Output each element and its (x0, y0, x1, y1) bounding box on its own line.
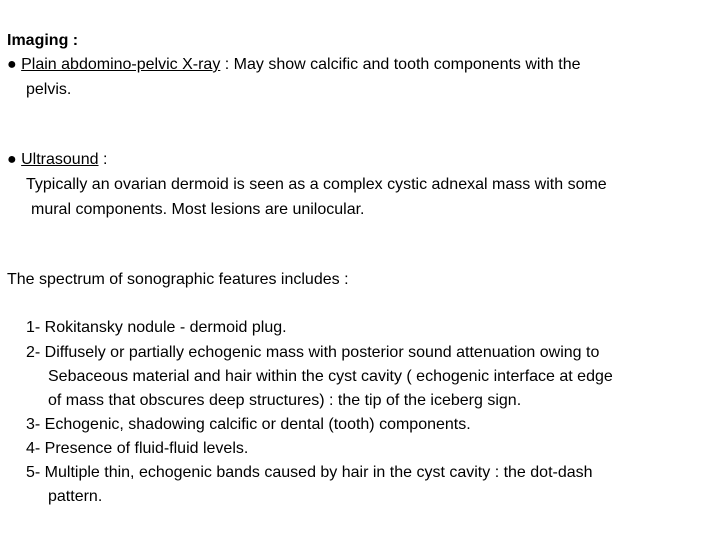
feature-item-2: 2- Diffusely or partially echogenic mass with posterior sound attenuation owing to (26, 344, 600, 361)
xray-text-continued: pelvis. (26, 81, 72, 98)
ultrasound-bullet-line (7, 150, 107, 170)
feature-item-1: 1- Rokitansky nodule - dermoid plug. (26, 319, 287, 336)
feature-item-5: 5- Multiple thin, echogenic bands caused by hair in the cyst cavity : the dot-dash (26, 464, 593, 481)
feature-item-2-cont: Sebaceous material and hair within the cyst cavity ( echogenic interface at edge (48, 368, 613, 385)
feature-item-5-cont: pattern. (48, 488, 103, 505)
ultrasound-colon: : (98, 151, 108, 168)
xray-bullet-line (7, 55, 581, 75)
bullet-icon: ● (7, 56, 17, 73)
ultrasound-term: Ultrasound (21, 151, 99, 168)
xray-text: : May show calcific and tooth components with the (220, 56, 581, 73)
ultrasound-text: Typically an ovarian dermoid is seen as a complex cystic adnexal mass with some (26, 176, 607, 193)
feature-item-3: 3- Echogenic, shadowing calcific or dental (tooth) components. (26, 416, 471, 433)
spectrum-intro: The spectrum of sonographic features includes : (7, 271, 349, 288)
bullet-icon: ● (7, 151, 17, 168)
heading-imaging: Imaging : (7, 32, 79, 49)
xray-term: Plain abdomino-pelvic X-ray (21, 56, 221, 73)
ultrasound-text-continued: mural components. Most lesions are unilocular. (31, 201, 365, 218)
feature-item-2-cont: of mass that obscures deep structures) : the tip of the iceberg sign. (48, 392, 522, 409)
feature-item-4: 4- Presence of fluid-fluid levels. (26, 440, 249, 457)
